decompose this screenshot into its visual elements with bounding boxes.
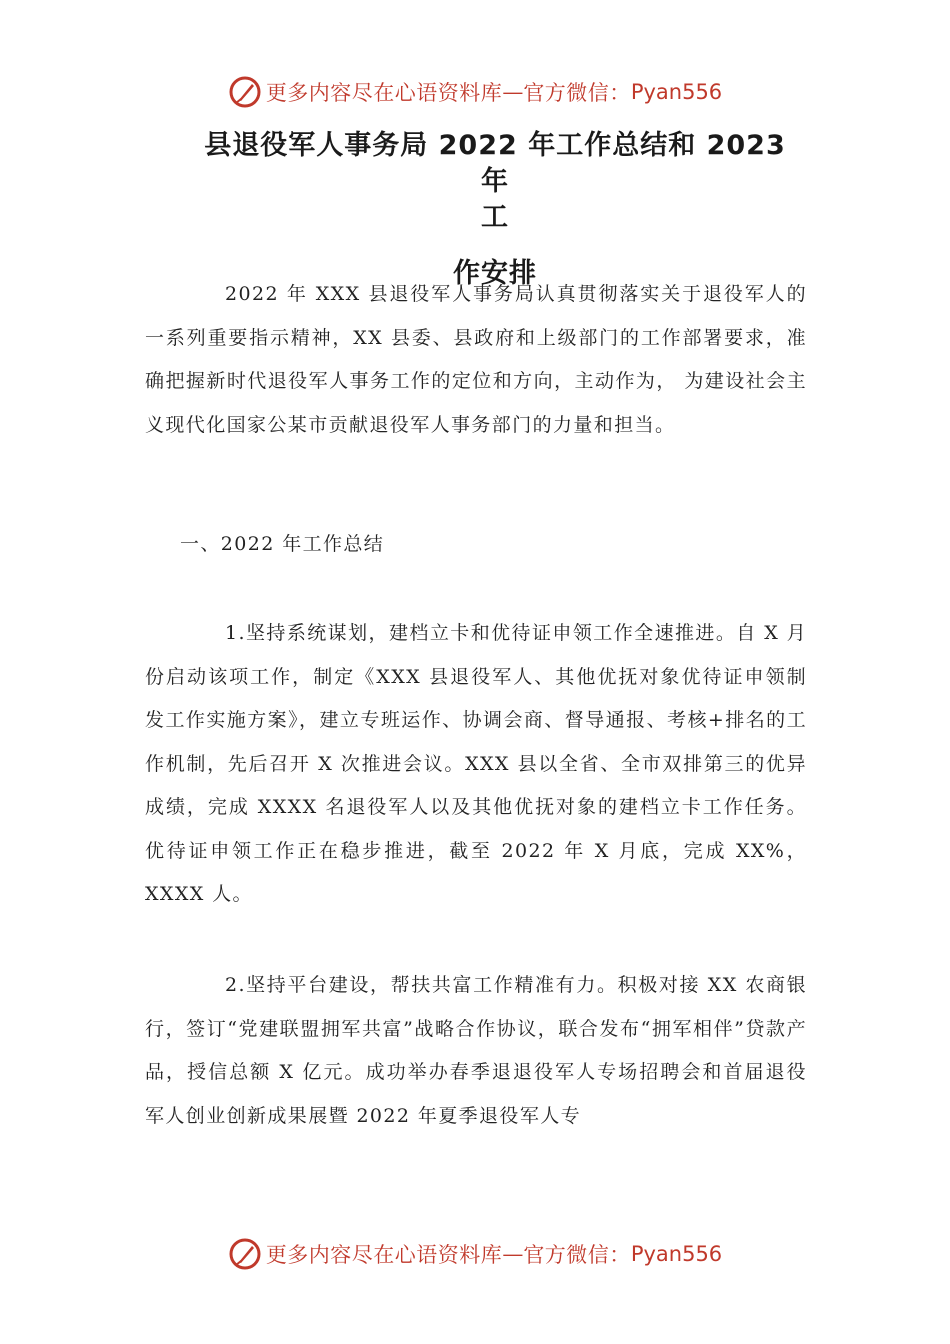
section-item-2: [145, 964, 807, 1138]
watermark-site-text: 更多内容尽在心语资料库: [265, 1243, 503, 1267]
title-line-1: 县退役军人事务局 2022 年工作总结和 2023 年: [204, 130, 786, 197]
document-title: [190, 128, 800, 292]
watermark-dash: —: [502, 1242, 524, 1266]
watermark-wechat-label: 官方微信：: [523, 1243, 631, 1267]
section-item-1-text: 1.坚持系统谋划，建档立卡和优待证申领工作全速推进。自 X 月份启动该项工作，制定《XXX 县退役军人、其他优抚对象优待证申领制发工作实施方案》，建立专班运作、协调会商、督导通报、考核+排名的工作机制，先后召开 X 次推进会议。XXX 县以全省、全市双排第三的优异成绩，完成 XXXX 名退役军人以及其他优抚对象的建档立卡工作任务。优待证申领工作正在稳步推进，截至 2022 年 X 月底，完成 XX%，XXXX 人。: [145, 622, 807, 905]
watermark-site-text: 更多内容尽在心语资料库: [265, 81, 503, 105]
section-item-2-text: 2.坚持平台建设，帮扶共富工作精准有力。积极对接 XX 农商银行，签订“党建联盟拥军共富”战略合作协议，联合发布“拥军相伴”贷款产品，授信总额 X 亿元。成功举办春季退退役军人专场招聘会和首届退役军人创业创新成果展暨 2022 年夏季退役军人专: [145, 974, 807, 1127]
watermark-wechat-id: Pyan556: [630, 1242, 723, 1266]
title-line-2: 工: [481, 202, 509, 233]
intro-paragraph: [145, 273, 807, 447]
watermark-dash: —: [502, 80, 524, 104]
watermark-wechat-id: Pyan556: [630, 80, 723, 104]
quill-circle-icon: [228, 1237, 262, 1271]
watermark-header: [0, 72, 950, 112]
watermark-wechat-label: 官方微信：: [523, 81, 631, 105]
section-heading: 一、2022 年工作总结: [180, 533, 385, 555]
quill-circle-icon: [228, 75, 262, 109]
title-line-3: 作安排: [453, 258, 537, 289]
intro-text: 2022 年 XXX 县退役军人事务局认真贯彻落实关于退役军人的一系列重要指示精神，XX 县委、县政府和上级部门的工作部署要求，准确把握新时代退役军人事务工作的定位和方向，主动作为， 为建设社会主义现代化国家公某市贡献退役军人事务部门的力量和担当。: [145, 283, 807, 436]
watermark-footer: [0, 1234, 950, 1274]
section-item-1: [145, 612, 807, 917]
